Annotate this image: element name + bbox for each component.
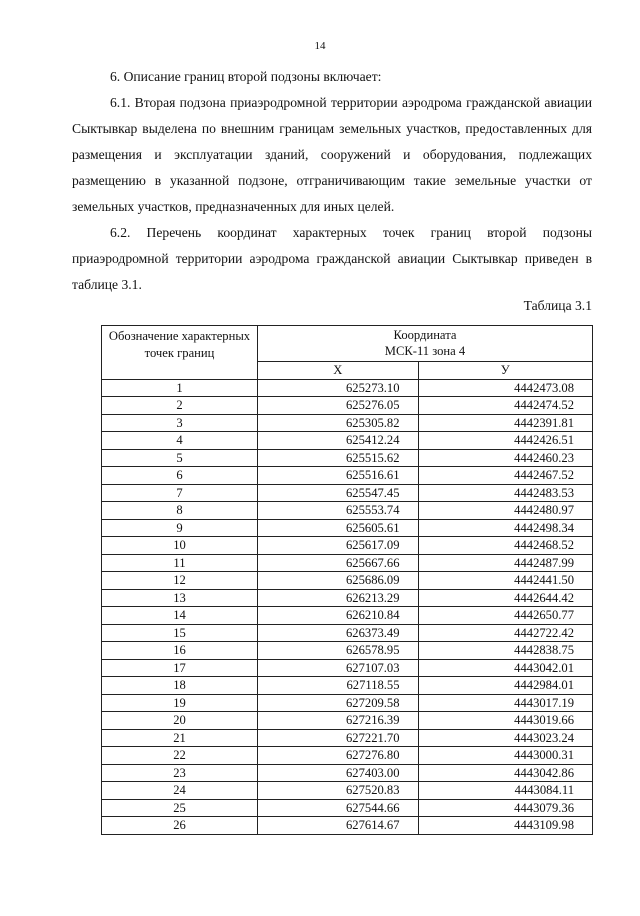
point-number-cell: 26 — [102, 817, 258, 835]
point-number-cell: 18 — [102, 677, 258, 695]
point-number-cell: 6 — [102, 467, 258, 485]
table-row — [102, 572, 593, 590]
point-number-cell: 12 — [102, 572, 258, 590]
table-row — [102, 607, 593, 625]
y-coordinate-cell: 4443042.01 — [418, 659, 592, 677]
table-row — [102, 379, 593, 397]
x-coordinate-cell: 625305.82 — [258, 414, 419, 432]
point-number-cell: 4 — [102, 432, 258, 450]
table-row — [102, 589, 593, 607]
y-coordinate-cell: 4442468.52 — [418, 537, 592, 555]
col-x-header: Х — [258, 362, 419, 380]
y-coordinate-cell: 4442838.75 — [418, 642, 592, 660]
y-coordinate-cell: 4442722.42 — [418, 624, 592, 642]
x-coordinate-cell: 627221.70 — [258, 729, 419, 747]
point-number-cell: 21 — [102, 729, 258, 747]
point-number-cell: 17 — [102, 659, 258, 677]
table-row — [102, 484, 593, 502]
y-coordinate-cell: 4442650.77 — [418, 607, 592, 625]
y-coordinate-cell: 4442391.81 — [418, 414, 592, 432]
x-coordinate-cell: 625686.09 — [258, 572, 419, 590]
point-number-cell: 1 — [102, 379, 258, 397]
table-row — [102, 467, 593, 485]
table-row — [102, 432, 593, 450]
y-coordinate-cell: 4443042.86 — [418, 764, 592, 782]
y-coordinate-cell: 4442487.99 — [418, 554, 592, 572]
x-coordinate-cell: 626578.95 — [258, 642, 419, 660]
x-coordinate-cell: 627403.00 — [258, 764, 419, 782]
y-coordinate-cell: 4443023.24 — [418, 729, 592, 747]
table-row — [102, 712, 593, 730]
coord-header-line1: Координата — [393, 328, 457, 342]
table-row — [102, 764, 593, 782]
point-number-cell: 23 — [102, 764, 258, 782]
table-row — [102, 729, 593, 747]
y-coordinate-cell: 4442467.52 — [418, 467, 592, 485]
y-coordinate-cell: 4442474.52 — [418, 397, 592, 415]
table-row — [102, 659, 593, 677]
page-number: 14 — [314, 40, 326, 52]
point-number-cell: 3 — [102, 414, 258, 432]
point-number-cell: 10 — [102, 537, 258, 555]
table-row — [102, 677, 593, 695]
x-coordinate-cell: 627520.83 — [258, 782, 419, 800]
x-coordinate-cell: 627544.66 — [258, 799, 419, 817]
x-coordinate-cell: 625605.61 — [258, 519, 419, 537]
x-coordinate-cell: 627614.67 — [258, 817, 419, 835]
x-coordinate-cell: 627209.58 — [258, 694, 419, 712]
point-number-cell: 14 — [102, 607, 258, 625]
x-coordinate-cell: 625667.66 — [258, 554, 419, 572]
table-row — [102, 537, 593, 555]
section-heading: 6. Описание границ второй подзоны включает: — [110, 69, 382, 84]
table-row — [102, 502, 593, 520]
y-coordinate-cell: 4442441.50 — [418, 572, 592, 590]
x-coordinate-cell: 625617.09 — [258, 537, 419, 555]
x-coordinate-cell: 626210.84 — [258, 607, 419, 625]
col-point-header: Обозначение характерных точек границ — [102, 326, 258, 380]
point-number-cell: 25 — [102, 799, 258, 817]
point-number-cell: 22 — [102, 747, 258, 765]
coord-header — [258, 326, 593, 362]
point-number-cell: 5 — [102, 449, 258, 467]
table-row — [102, 397, 593, 415]
point-number-cell: 19 — [102, 694, 258, 712]
table-row — [102, 449, 593, 467]
x-coordinate-cell: 627276.80 — [258, 747, 419, 765]
y-coordinate-cell: 4443019.66 — [418, 712, 592, 730]
y-coordinate-cell: 4442460.23 — [418, 449, 592, 467]
table-row — [102, 817, 593, 835]
x-coordinate-cell: 627216.39 — [258, 712, 419, 730]
table-row — [102, 694, 593, 712]
table-body — [102, 379, 593, 834]
x-coordinate-cell: 625412.24 — [258, 432, 419, 450]
point-number-cell: 15 — [102, 624, 258, 642]
point-number-cell: 8 — [102, 502, 258, 520]
table-row — [102, 642, 593, 660]
paragraph-6-1: 6.1. Вторая подзона приаэродромной территории аэродрома гражданской авиации Сыктывкар выделена по внешним границам земельных участков, предоставленных для размещения и эксплуатации зданий, сооружений и оборудования, подлежащих размещению в указанной подзоне, отграничивающим такие земельные участки от земельных участков, предназначенных для иных целей. — [72, 95, 592, 214]
x-coordinate-cell: 625276.05 — [258, 397, 419, 415]
y-coordinate-cell: 4442984.01 — [418, 677, 592, 695]
body-text — [72, 64, 592, 298]
paragraph-6-2: 6.2. Перечень координат характерных точек границ второй подзоны приаэродромной территории аэродрома гражданской авиации Сыктывкар приведен в таблице 3.1. — [72, 225, 592, 292]
x-coordinate-cell: 626213.29 — [258, 589, 419, 607]
x-coordinate-cell: 625553.74 — [258, 502, 419, 520]
x-coordinate-cell: 625516.61 — [258, 467, 419, 485]
x-coordinate-cell: 625515.62 — [258, 449, 419, 467]
col-y-header: У — [418, 362, 592, 380]
y-coordinate-cell: 4442480.97 — [418, 502, 592, 520]
table-row — [102, 519, 593, 537]
table-row — [102, 747, 593, 765]
point-number-cell: 2 — [102, 397, 258, 415]
point-number-cell: 13 — [102, 589, 258, 607]
coord-header-line2: МСК-11 зона 4 — [384, 344, 466, 358]
point-number-cell: 24 — [102, 782, 258, 800]
table-row — [102, 782, 593, 800]
point-number-cell: 16 — [102, 642, 258, 660]
table-row — [102, 799, 593, 817]
x-coordinate-cell: 627107.03 — [258, 659, 419, 677]
x-coordinate-cell: 626373.49 — [258, 624, 419, 642]
coordinates-table — [101, 325, 593, 835]
point-number-cell: 11 — [102, 554, 258, 572]
table-row — [102, 414, 593, 432]
table-row — [102, 554, 593, 572]
table-row — [102, 624, 593, 642]
y-coordinate-cell: 4442483.53 — [418, 484, 592, 502]
x-coordinate-cell: 625273.10 — [258, 379, 419, 397]
x-coordinate-cell: 625547.45 — [258, 484, 419, 502]
y-coordinate-cell: 4442473.08 — [418, 379, 592, 397]
point-number-cell: 20 — [102, 712, 258, 730]
y-coordinate-cell: 4442498.34 — [418, 519, 592, 537]
y-coordinate-cell: 4443109.98 — [418, 817, 592, 835]
y-coordinate-cell: 4442426.51 — [418, 432, 592, 450]
y-coordinate-cell: 4442644.42 — [418, 589, 592, 607]
point-number-cell: 7 — [102, 484, 258, 502]
x-coordinate-cell: 627118.55 — [258, 677, 419, 695]
y-coordinate-cell: 4443017.19 — [418, 694, 592, 712]
point-number-cell: 9 — [102, 519, 258, 537]
y-coordinate-cell: 4443084.11 — [418, 782, 592, 800]
y-coordinate-cell: 4443079.36 — [418, 799, 592, 817]
y-coordinate-cell: 4443000.31 — [418, 747, 592, 765]
table-caption: Таблица 3.1 — [523, 298, 592, 313]
